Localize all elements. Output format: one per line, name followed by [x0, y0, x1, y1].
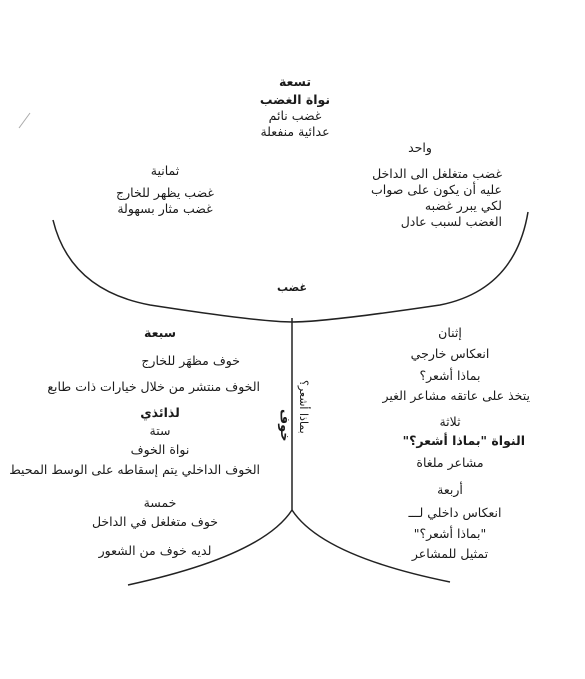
type-seven-heading: سبعة [143, 325, 177, 340]
type-four-line-3: تمثيل للمشاعر [411, 546, 489, 561]
type-four-line-1: انعكاس داخلي لـــ [408, 505, 502, 520]
type-eight-heading: ثمانية [150, 163, 180, 178]
type-two-line-3: يتخذ على عاتقه مشاعر الغير [382, 388, 530, 403]
type-one-line-3: لكي يبرر غضبه [424, 198, 502, 213]
type-two-line-2: بماذا أشعر؟ [419, 368, 481, 383]
type-four-line-2: "بماذا أشعر؟" [413, 526, 487, 541]
type-six-line-1: نواة الخوف [130, 442, 190, 457]
type-three-heading: ثلاثة [439, 414, 461, 429]
type-seven-line-1: خوف مظهَر للخارج [141, 353, 240, 368]
type-three-line-1: مشاعر ملغاة [416, 455, 484, 470]
stem-fear-label: خوف [277, 409, 292, 442]
anger-bowl-label: غضب [277, 281, 307, 294]
type-two-line-1: انعكاس خارجي [410, 346, 490, 361]
type-nine-line-1: غضب نائم [268, 108, 322, 123]
hedonist-label: لذائذي [140, 405, 180, 420]
type-one-line-1: غضب متغلغل الى الداخل [372, 166, 502, 181]
anger-core-title: نواة الغضب [259, 92, 331, 107]
type-nine-heading: تسعة [278, 74, 312, 89]
type-eight-block [80, 163, 250, 217]
type-four-heading: أربعة [437, 482, 463, 497]
type-one-line-4: الغضب لسبب عادل [400, 214, 502, 229]
type-seven-line-2: الخوف منتشر من خلال خيارات ذات طابع [47, 379, 260, 394]
type-eight-line-2: غضب مثار بسهولة [117, 201, 213, 216]
type-one-line-2: عليه أن يكون على صواب [371, 182, 502, 197]
type-nine-block [200, 74, 390, 140]
type-one-block [330, 140, 510, 162]
type-eight-line-1: غضب يظهر للخارج [116, 185, 214, 200]
type-three-title: النواة "بماذا أشعر؟" [402, 433, 525, 448]
type-two-heading: إثنان [438, 325, 462, 340]
type-one-lines [320, 166, 502, 230]
type-six-line-2: الخوف الداخلي يتم إسقاطه على الوسط المحيط [9, 462, 260, 477]
scan-mark [19, 113, 30, 128]
type-one-heading: واحد [408, 140, 432, 155]
type-five-line-2: لديه خوف من الشعور [98, 543, 212, 558]
stem-feeling-label: بماذا أشعر؟ [297, 380, 310, 434]
type-six-heading: ستة [149, 423, 171, 438]
type-nine-line-2: عدائية منفعلة [260, 124, 330, 139]
type-five-heading: خمسة [143, 495, 177, 510]
type-five-line-1: خوف متغلغل في الداخل [91, 514, 219, 529]
